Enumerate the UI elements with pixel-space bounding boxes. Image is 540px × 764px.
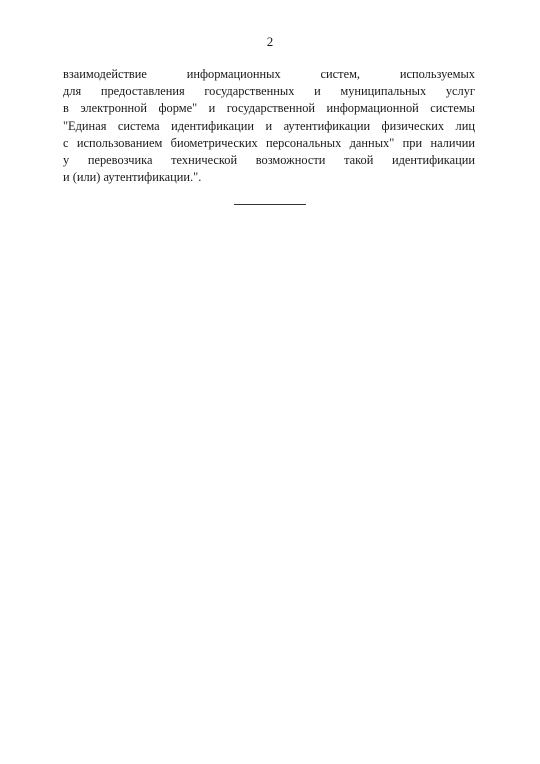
text-line: с использованием биометрических персональных данных" при наличии (63, 135, 475, 150)
text-line-last: и (или) аутентификации.". (63, 170, 202, 185)
text-line: для предоставления государственных и муниципальных услуг (63, 84, 475, 99)
text-line: взаимодействие информационных систем, используемых (63, 67, 475, 81)
end-separator-line (234, 204, 306, 205)
text-line: "Единая система идентификации и аутентификации физических лиц (63, 118, 475, 133)
text-line: в электронной форме" и государственной информационной системы (63, 101, 475, 116)
body-paragraph (63, 66, 475, 186)
page-number: 2 (266, 34, 274, 49)
text-line: у перевозчика технической возможности такой идентификации (63, 152, 475, 167)
